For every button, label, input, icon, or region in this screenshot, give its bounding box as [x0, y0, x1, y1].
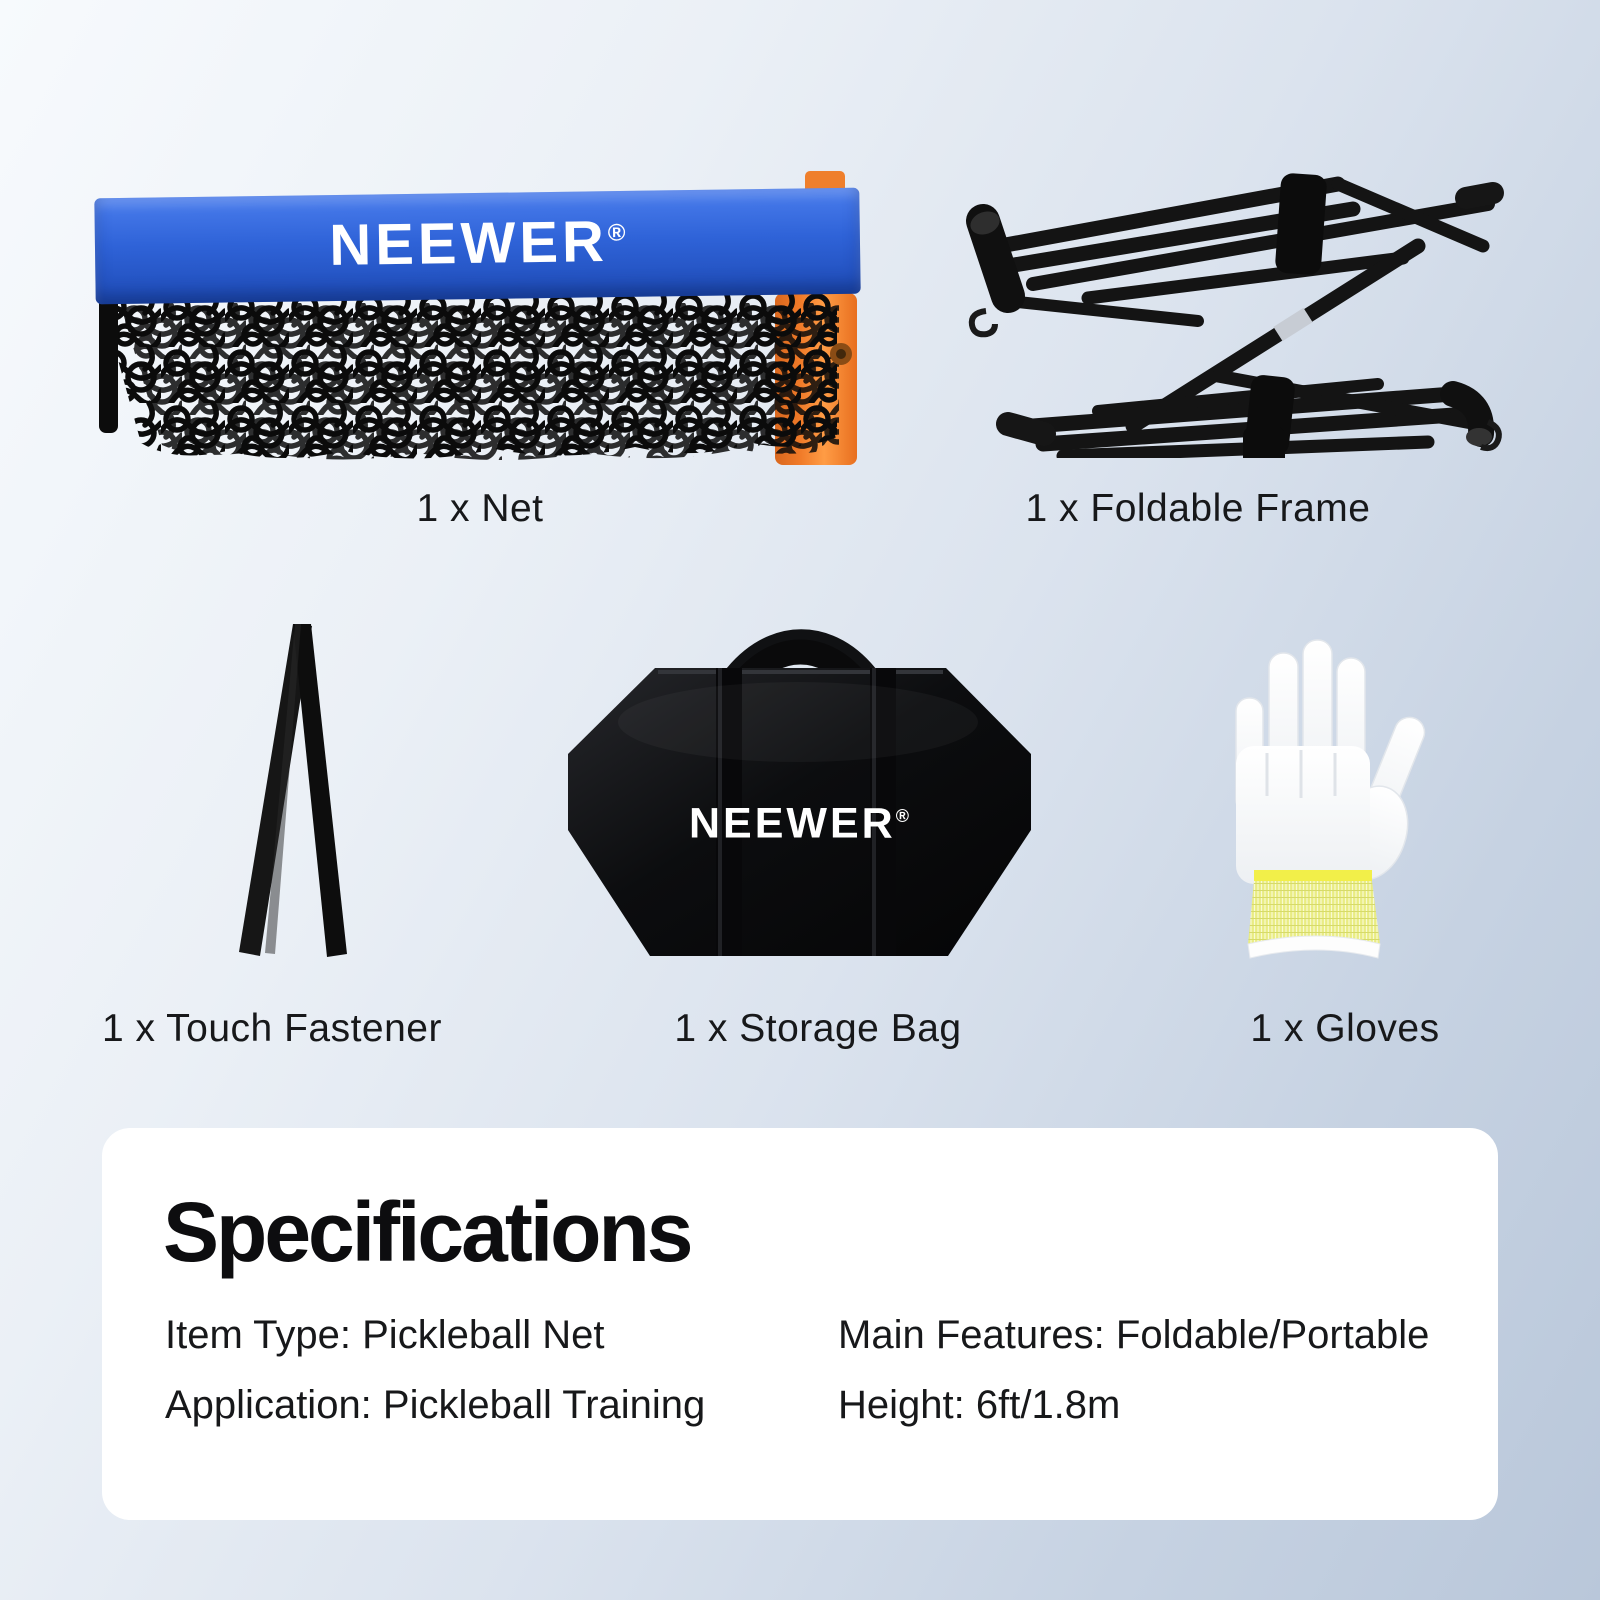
foldable-frame-product-image	[948, 126, 1510, 458]
spec-item-type: Item Type: Pickleball Net	[165, 1313, 605, 1357]
touch-fastener-product-image	[215, 618, 385, 963]
frame-silver-band	[1278, 315, 1308, 334]
gloves-product-image	[1222, 628, 1427, 963]
glove-graphic	[1222, 628, 1427, 963]
frame-clamp-top	[1275, 173, 1328, 276]
frame-hook-left-icon	[972, 311, 995, 334]
item-label-gloves: 1 x Gloves	[1250, 1007, 1440, 1050]
frame-endcap-bottomleft	[1008, 424, 1044, 434]
glove-cuff	[1248, 870, 1380, 958]
storage-bag-product-image	[558, 572, 1043, 972]
foldable-frame-graphic	[948, 126, 1510, 458]
spec-application: Application: Pickleball Training	[165, 1383, 706, 1427]
grommet-icon	[830, 343, 852, 365]
item-label-touch-fastener: 1 x Touch Fastener	[102, 1007, 442, 1050]
frame-endcap-topright	[1466, 193, 1493, 198]
spec-main-features: Main Features: Foldable/Portable	[838, 1313, 1430, 1357]
frame-tubes	[1000, 184, 1488, 456]
specifications-card	[102, 1128, 1498, 1520]
neewer-logo	[689, 800, 912, 849]
neewer-logo-text: NEEWER	[328, 209, 609, 278]
net-mesh-graphic	[97, 291, 839, 465]
touch-fastener-graphic	[215, 618, 385, 963]
frame-clamp-lower	[1243, 426, 1285, 458]
registered-mark: ®	[895, 806, 912, 827]
spec-height: Height: 6ft/1.8m	[838, 1383, 1121, 1427]
registered-mark: ®	[607, 219, 626, 247]
frame-left-elbow	[967, 208, 1008, 296]
storage-bag-graphic	[558, 572, 1043, 972]
net-product-image	[95, 165, 860, 465]
neewer-logo	[329, 208, 626, 279]
neewer-logo-text: NEEWER	[689, 799, 896, 848]
item-label-net: 1 x Net	[416, 487, 544, 530]
item-label-foldable-frame: 1 x Foldable Frame	[1025, 487, 1371, 530]
net-banner	[94, 188, 860, 305]
item-label-storage-bag: 1 x Storage Bag	[674, 1007, 962, 1050]
specifications-title: Specifications	[163, 1185, 691, 1279]
